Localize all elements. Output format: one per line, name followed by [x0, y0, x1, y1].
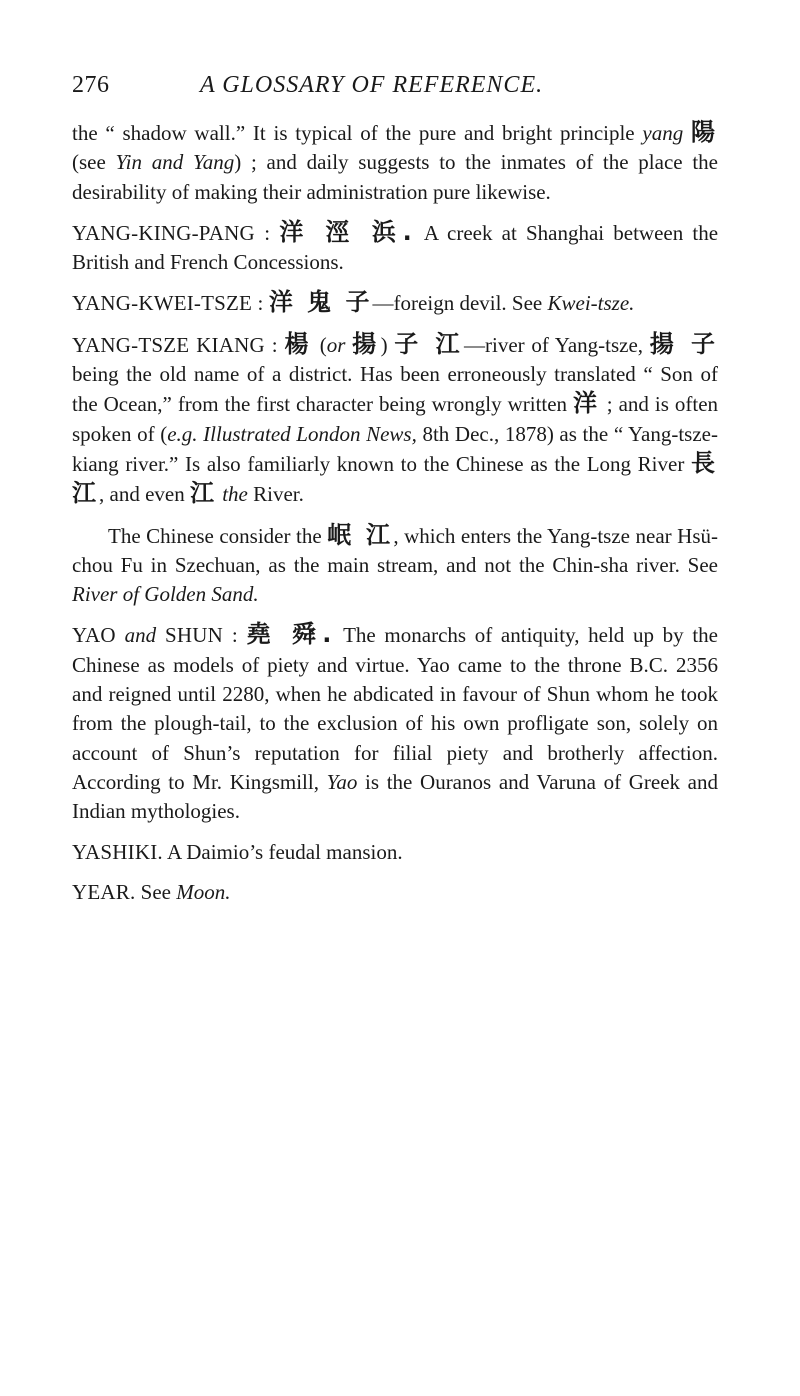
entry-yao-and-shun: YAO and SHUN : 堯 舜. The monarchs of antiquity, held up by the Chinese as models of piety and virtue. Yao came to the throne B.C. 2356 and reigned until 2280, when he abdicated in favour of Shun whom he took from the plough-tail, to the exclusion of his own profligate son, solely on account of Shun’s reputation for filial piety and brotherly affection. According to Mr. Kingsmill, Yao is the Ouranos and Varuna of Greek and Indian mythologies. [72, 620, 724, 824]
headword: YANG-KWEI-TSZE : [72, 291, 264, 316]
entry-yang-king-pang: YANG-KING-PANG : 洋 涇 浜. A creek at Shanghai between the British and French Concessions. [72, 217, 724, 275]
entry-year: YEAR. See Moon. [72, 879, 231, 904]
glossary-body [72, 118, 730, 907]
headword: YANG-TSZE KIANG : [72, 332, 278, 357]
entry-yang-tsze-kiang: YANG-TSZE KIANG : 楊 (or 揚) 子 江—river of Yang-tsze, 揚 子 being the old name of a district. Has been erroneously translated “ Son of the Ocean,” from the first character being wrongly written 洋 ; and is often spoken of (e.g. Illustrated London News, 8th Dec., 1878) as the “ Yang-tsze-kiang river.” Is also familiarly known to the Chinese as the Long River 長 江, and even 江 the River. [72, 329, 730, 508]
entry-yang-tsze-note: The Chinese consider the 岷 江, which enters the Yang-tsze near Hsü-chou Fu in Szechuan, as the main stream, and not the Chin-sha river. See River of Golden Sand. [72, 520, 724, 607]
entry-continuation-shadow-wall: the “ shadow wall.” It is typical of the pure and bright principle yang 陽 (see Yin and Yang) ; and daily suggests to the inmates of the place the desirability of making their administration pure likewise. [72, 118, 724, 204]
headword: YEAR. [72, 879, 136, 904]
headword: YASHIKI. [72, 839, 163, 864]
running-head [72, 72, 718, 108]
running-title: A GLOSSARY OF REFERENCE. [200, 72, 544, 98]
entry-yang-kwei-tsze: YANG-KWEI-TSZE : 洋 鬼 子—foreign devil. See Kwei-tsze. [72, 288, 635, 317]
entry-yashiki: YASHIKI. A Daimio’s feudal mansion. [72, 839, 403, 864]
headword: YANG-KING-PANG : [72, 220, 271, 245]
page-number: 276 [72, 72, 110, 98]
headword: YAO [72, 623, 125, 648]
